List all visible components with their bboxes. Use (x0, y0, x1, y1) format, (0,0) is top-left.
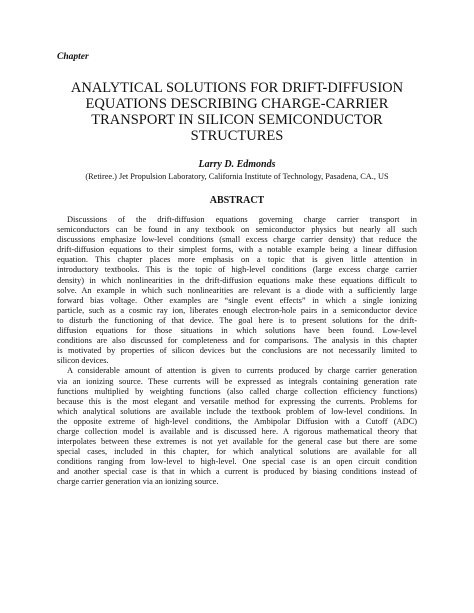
paragraph-line: charge collection model is available and is discussed here. A rigorous mathematical theory that (57, 426, 417, 436)
paragraph-line: conditions are also discussed for completeness and for comparisons. The analysis in this chapter (57, 336, 417, 346)
abstract-paragraph (57, 215, 417, 366)
paragraph-line: and another special case is that in which a current is produced by biasing conditions instead of (57, 467, 417, 477)
paragraph-line: discussions emphasize low-level conditions (small excess charge carrier density) that reduce the (57, 235, 417, 245)
paragraph-line: which analytical solutions are available include the textbook problem of low-level conditions. In (57, 406, 417, 416)
chapter-label: Chapter (57, 52, 89, 62)
paragraph-line: functions multiplied by weighting functions (also called charge collection efficiency functions) (57, 386, 417, 396)
paragraph-line: because this is the most elegant and versatile method for expressing the currents. Problems for (57, 396, 417, 406)
paragraph-line: solve. An example in which such nonlinearities are relevant is a diode with a sufficiently large (57, 285, 417, 295)
paragraph-line: interpolates between these extremes is not yet available for the general case but there are some (57, 437, 417, 447)
chapter-page (57, 52, 417, 488)
paragraph-line: silicon devices. (57, 356, 109, 366)
paragraph-line: diffusion equations for those situations in which solutions have been found. Low-level (57, 326, 417, 336)
paragraph-line: via an ionizing source. These currents will be expressed as integrals containing generation rate (57, 376, 417, 386)
paragraph-line: the opposite extreme of high-level conditions, the Ambipolar Diffusion with a Cutoff (ADC) (57, 416, 417, 426)
author-affiliation: (Retiree.) Jet Propulsion Laboratory, California Institute of Technology, Pasadena, CA., US (85, 172, 389, 181)
chapter-title (57, 80, 417, 144)
paragraph-line: forward bias voltage. Other examples are “single event effects” in which a single ionizing (57, 295, 417, 305)
paragraph-line: particle, such as a cosmic ray ion, liberates enough electron-hole pairs in a semiconductor device (57, 305, 417, 315)
paragraph-line: to disturb the functioning of that device. The goal here is to present solutions for the drift- (57, 315, 417, 325)
paragraph-line: is motivated by properties of silicon devices but the conclusions are not necessarily limited to (57, 346, 417, 356)
paragraph-line: special cases, included in this chapter, for which analytical solutions are available for all (57, 447, 417, 457)
paragraph-line: semiconductors can be found in any textbook on semiconductor physics but nearly all such (57, 225, 417, 235)
paragraph-line: equation. This chapter places more emphasis on a topic that is given little attention in (57, 255, 417, 265)
author-name: Larry D. Edmonds (198, 159, 276, 170)
paragraph-line: A considerable amount of attention is given to currents produced by charge carrier generation (67, 366, 417, 376)
title-line: ANALYTICAL SOLUTIONS FOR DRIFT-DIFFUSION (70, 80, 404, 96)
abstract-paragraph (57, 366, 417, 487)
paragraph-line: drift-diffusion equations to their simplest forms, with a notable example being a linear diffusion (57, 245, 417, 255)
paragraph-line: conditions ranging from low-level to high-level. One special case is an open circuit condition (57, 457, 417, 467)
title-line: EQUATIONS DESCRIBING CHARGE-CARRIER (85, 96, 389, 112)
paragraph-line: charge carrier generation via an ionizing source. (57, 477, 219, 487)
abstract-heading: ABSTRACT (209, 195, 265, 206)
title-line: STRUCTURES (190, 128, 284, 144)
paragraph-line: Discussions of the drift-diffusion equations governing charge carrier transport in (67, 215, 417, 224)
paragraph-line: introductory textbooks. This is the topic of high-level conditions (large excess charge carrier (57, 265, 417, 275)
title-line: TRANSPORT IN SILICON SEMICONDUCTOR (91, 112, 383, 128)
paragraph-line: density) in which nonlinearities in the drift-diffusion equations make these equations difficult to (57, 275, 417, 285)
